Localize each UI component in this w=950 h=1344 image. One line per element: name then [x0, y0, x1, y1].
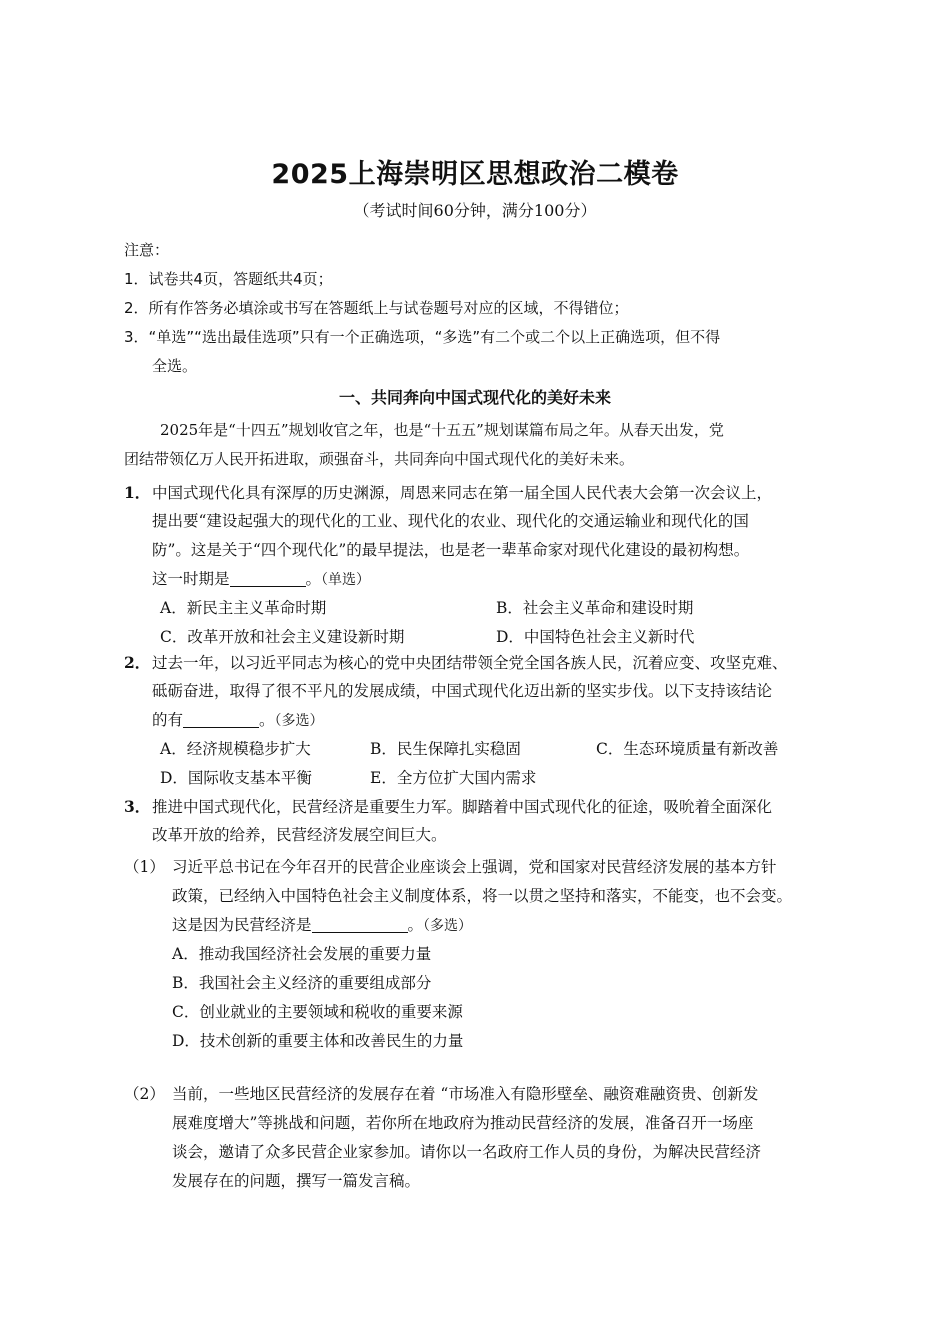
note-item: 全选。: [152, 357, 198, 375]
question-2: [124, 648, 844, 793]
answer-blank[interactable]: [312, 914, 408, 933]
question-text: 谈会，邀请了众多民营企业家参加。请你以一名政府工作人员的身份，为解决民营经济: [172, 1143, 762, 1161]
question-text: 。: [407, 916, 424, 934]
option-d[interactable]: D．中国特色社会主义新时代: [496, 628, 695, 646]
intro-line: 2025年是“十四五”规划收官之年，也是“十五五”规划谋篇布局之年。从春天出发，党: [160, 421, 724, 439]
question-number: 3．: [124, 797, 151, 816]
question-number: 1．: [124, 483, 151, 502]
question-3-part-1: [124, 853, 844, 1056]
question-hint: （多选）: [423, 918, 473, 934]
question-text: 推进中国式现代化，民营经济是重要生力军。脚踏着中国式现代化的征途，吸吮着全面深化: [152, 798, 773, 816]
intro-line: 团结带领亿万人民开拓进取，顽强奋斗，共同奔向中国式现代化的美好未来。: [124, 450, 635, 468]
question-text: 提出要“建设起强大的现代化的工业、现代化的农业、现代化的交通运输业和现代化的国: [152, 512, 749, 530]
note-item: 2．所有作答务必填涂或书写在答题纸上与试卷题号对应的区域，不得错位；: [124, 299, 629, 317]
question-text: 当前，一些地区民营经济的发展存在着 “市场准入有隐形壁垒、融资难融资贵、创新发: [172, 1085, 759, 1103]
question-text: 。: [259, 711, 275, 729]
answer-blank[interactable]: [230, 568, 306, 587]
option-c[interactable]: C．创业就业的主要领域和税收的重要来源: [172, 1003, 463, 1021]
option-a[interactable]: A．新民主主义革命时期: [160, 599, 327, 617]
note-item: 1．试卷共4页，答题纸共4页；: [124, 270, 333, 288]
option-e[interactable]: E．全方位扩大国内需求: [370, 769, 537, 787]
question-text: 砥砺奋进，取得了很不平凡的发展成绩，中国式现代化迈出新的坚实步伐。以下支持该结论: [152, 682, 773, 700]
exam-subtitle: （考试时间60分钟，满分100分）: [353, 201, 597, 220]
question-text: 的有: [152, 711, 184, 729]
option-d[interactable]: D．国际收支基本平衡: [160, 769, 312, 787]
section-title: 一、共同奔向中国式现代化的美好未来: [338, 388, 611, 407]
option-b[interactable]: B．社会主义革命和建设时期: [496, 599, 694, 617]
sub-question-label: （2）: [124, 1085, 165, 1103]
question-1: [124, 478, 844, 652]
question-3: [124, 792, 844, 850]
sub-question-label: （1）: [124, 858, 165, 876]
question-text: 中国式现代化具有深厚的历史渊源，周恩来同志在第一届全国人民代表大会第一次会议上，: [152, 484, 773, 502]
section-intro: [124, 416, 844, 474]
option-d[interactable]: D．技术创新的重要主体和改善民生的力量: [172, 1032, 464, 1050]
notes-block: [124, 236, 844, 381]
option-b[interactable]: B．民生保障扎实稳固: [370, 740, 521, 758]
question-text: 发展存在的问题，撰写一篇发言稿。: [172, 1172, 421, 1190]
question-text: 改革开放的给养，民营经济发展空间巨大。: [152, 826, 447, 844]
question-text: 政策，已经纳入中国特色社会主义制度体系，将一以贯之坚持和落实，不能变，也不会变。: [172, 887, 793, 905]
question-hint: （多选）: [274, 713, 324, 729]
question-text: 这一时期是: [152, 570, 230, 588]
exam-title: 2025上海崇明区思想政治二模卷: [271, 159, 679, 190]
note-item: 3．“单选”“选出最佳选项”只有一个正确选项，“多选”有二个或二个以上正确选项，但不得: [124, 328, 721, 346]
question-3-part-2: [124, 1080, 844, 1196]
question-text: 展难度增大”等挑战和问题，若你所在地政府为推动民营经济的发展，准备召开一场座: [172, 1114, 754, 1132]
question-text: 习近平总书记在今年召开的民营企业座谈会上强调，党和国家对民营经济发展的基本方针: [172, 858, 777, 876]
option-b[interactable]: B．我国社会主义经济的重要组成部分: [172, 974, 432, 992]
question-text: 防”。这是关于“四个现代化”的最早提法，也是老一辈革命家对现代化建设的最初构想。: [152, 541, 750, 559]
option-a[interactable]: A．经济规模稳步扩大: [160, 740, 311, 758]
notes-heading: 注意：: [124, 241, 170, 259]
question-text: 。: [305, 570, 322, 588]
option-c[interactable]: C．改革开放和社会主义建设新时期: [160, 628, 405, 646]
question-number: 2．: [124, 653, 151, 672]
option-c[interactable]: C．生态环境质量有新改善: [596, 740, 779, 758]
option-a[interactable]: A．推动我国经济社会发展的重要力量: [172, 945, 432, 963]
answer-blank[interactable]: [183, 709, 259, 728]
question-text: 过去一年，以习近平同志为核心的党中央团结带领全党全国各族人民，沉着应变、攻坚克难、: [152, 654, 788, 672]
question-hint: （单选）: [321, 572, 371, 588]
question-text: 这是因为民营经济是: [172, 916, 312, 934]
